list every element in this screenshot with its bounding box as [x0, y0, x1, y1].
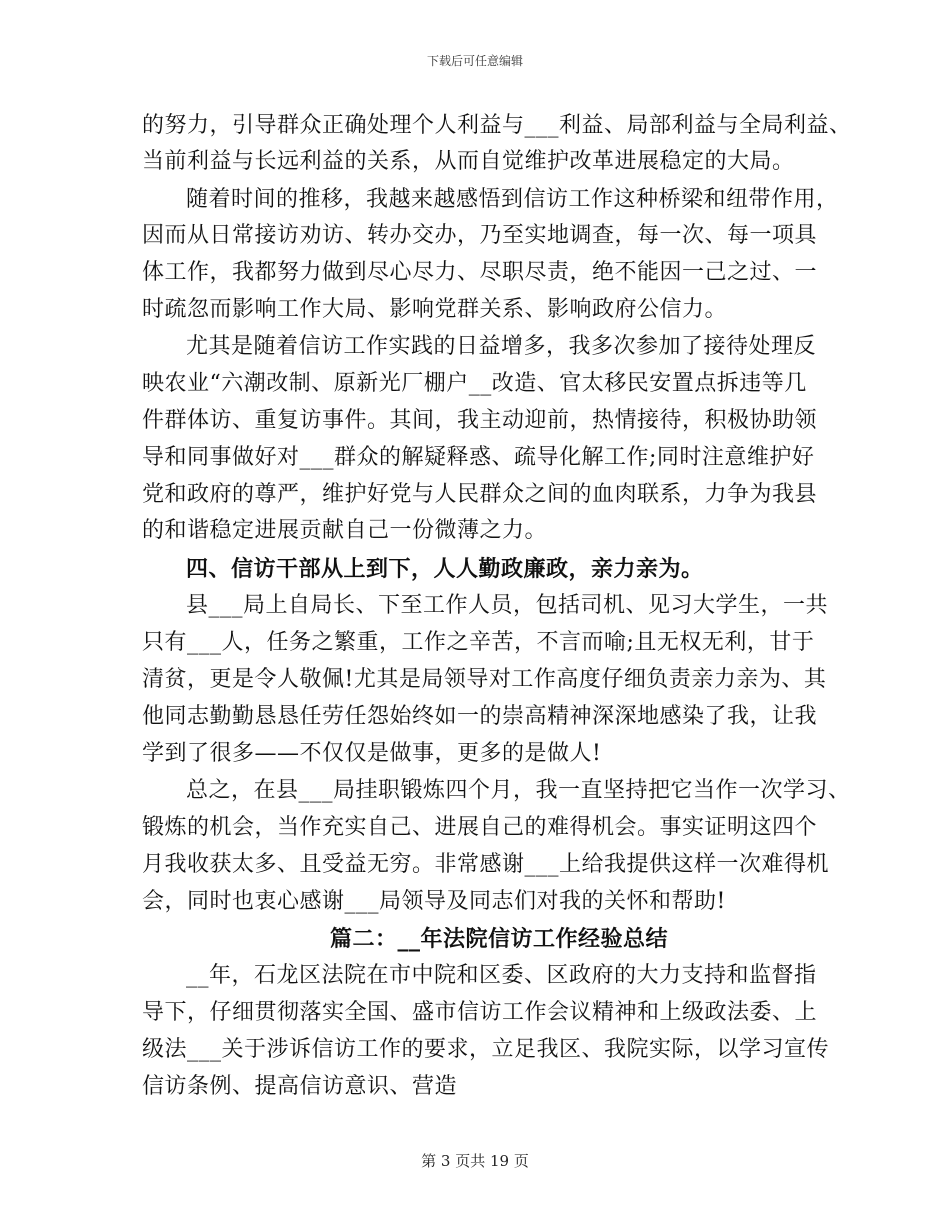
text-line: 他同志勤勤恳恳任劳任怨始终如一的崇高精神深深地感染了我，让我 [142, 704, 818, 729]
section-heading: 四、信访干部从上到下，人人勤政廉政，亲力亲为。 [186, 556, 704, 582]
text-line: 信访条例、提高信访意识、营造 [142, 1074, 458, 1099]
text-line: 时疏忽而影响工作大局、影响党群关系、影响政府公信力。 [142, 297, 728, 322]
text-line: 导下，仔细贯彻落实全国、盛市信访工作会议精神和上级政法委、上 [142, 1000, 818, 1025]
text-line: 总之，在县___局挂职锻炼四个月，我一直坚持把它当作一次学习、 [186, 778, 851, 803]
text-line: 尤其是随着信访工作实践的日益增多，我多次参加了接待处理反 [186, 334, 817, 359]
text-line: 体工作，我都努力做到尽心尽力、尽职尽责，绝不能因一己之过、一 [142, 260, 818, 285]
text-line: 只有___人，任务之繁重，工作之辛苦，不言而喻;且无权无利，甘于 [142, 630, 815, 655]
text-line: 件群体访、重复访事件。其间，我主动迎前，热情接待，积极协助领 [142, 408, 818, 433]
text-line: 的和谐稳定进展贡献自己一份微薄之力。 [142, 518, 548, 543]
text-line: 党和政府的尊严，维护好党与人民群众之间的血肉联系，力争为我县 [142, 482, 818, 507]
text-line: 学到了很多——不仅仅是做事，更多的是做人! [142, 741, 602, 766]
page-header: 下载后可任意编辑 [426, 54, 523, 68]
text-line: 级法___关于涉诉信访工作的要求，立足我区、我院实际，以学习宣传 [142, 1037, 830, 1062]
text-line: 当前利益与长远利益的关系，从而自觉维护改革进展稳定的大局。 [142, 149, 795, 174]
text-line: 导和同事做好对___群众的解疑释惑、疏导化解工作;同时注意维护好 [142, 445, 815, 470]
text-line: 县___局上自局长、下至工作人员，包括司机、见习大学生，一共 [186, 593, 829, 618]
text-line: 因而从日常接访劝访、转办交办，乃至实地调查，每一次、每一项具 [142, 223, 818, 248]
text-line: 会，同时也衷心感谢___局领导及同志们对我的关怀和帮助! [142, 889, 726, 914]
text-line: 月我收获太多、且受益无穷。非常感谢___上给我提供这样一次难得机 [142, 852, 830, 877]
text-line: 随着时间的推移，我越来越感悟到信访工作这种桥梁和纽带作用， [186, 187, 839, 212]
text-line: 锻炼的机会，当作充实自己、进展自己的难得机会。事实证明这四个 [142, 815, 818, 840]
article-title: 篇二：__年法院信访工作经验总结 [330, 926, 669, 952]
text-line: 映农业“六潮改制、原新光厂棚户__改造、官太移民安置点拆违等几 [142, 371, 807, 396]
page-number: 第 3 页共 19 页 [421, 1152, 529, 1170]
text-line: 的努力，引导群众正确处理个人利益与___利益、局部利益与全局利益、 [142, 113, 852, 138]
text-line: __年，石龙区法院在市中院和区委、区政府的大力支持和监督指 [186, 963, 817, 988]
text-line: 清贫，更是令人敬佩!尤其是局领导对工作高度仔细负责亲力亲为、其 [142, 667, 827, 692]
